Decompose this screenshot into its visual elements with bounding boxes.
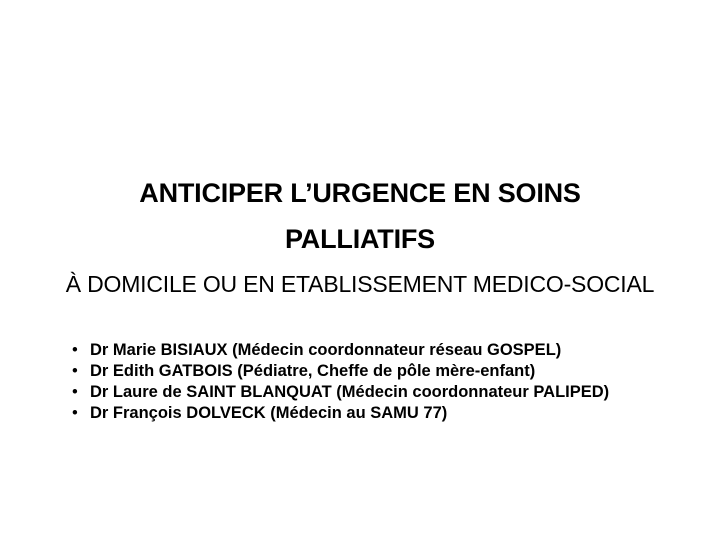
speaker-1: Dr Marie BISIAUX (Médecin coordonnateur réseau GOSPEL) bbox=[90, 341, 562, 359]
bullet-icon: • bbox=[72, 362, 78, 380]
list-item bbox=[72, 340, 672, 361]
list-item bbox=[72, 382, 672, 403]
speaker-3: Dr Laure de SAINT BLANQUAT (Médecin coordonnateur PALIPED) bbox=[90, 383, 610, 401]
bullet-icon: • bbox=[72, 383, 78, 401]
slide-subtitle: À DOMICILE OU EN ETABLISSEMENT MEDICO-SOCIAL bbox=[65, 271, 655, 297]
bullet-icon: • bbox=[72, 404, 78, 422]
speaker-list bbox=[72, 340, 672, 424]
speaker-4: Dr François DOLVECK (Médecin au SAMU 77) bbox=[90, 404, 448, 422]
title-line-2: PALLIATIFS bbox=[285, 224, 435, 254]
list-item bbox=[72, 403, 672, 424]
speaker-2: Dr Edith GATBOIS (Pédiatre, Cheffe de pôle mère-enfant) bbox=[90, 362, 536, 380]
bullet-icon: • bbox=[72, 341, 78, 359]
slide-title bbox=[60, 170, 660, 262]
title-line-1: ANTICIPER L’URGENCE EN SOINS bbox=[139, 178, 581, 208]
list-item bbox=[72, 361, 672, 382]
